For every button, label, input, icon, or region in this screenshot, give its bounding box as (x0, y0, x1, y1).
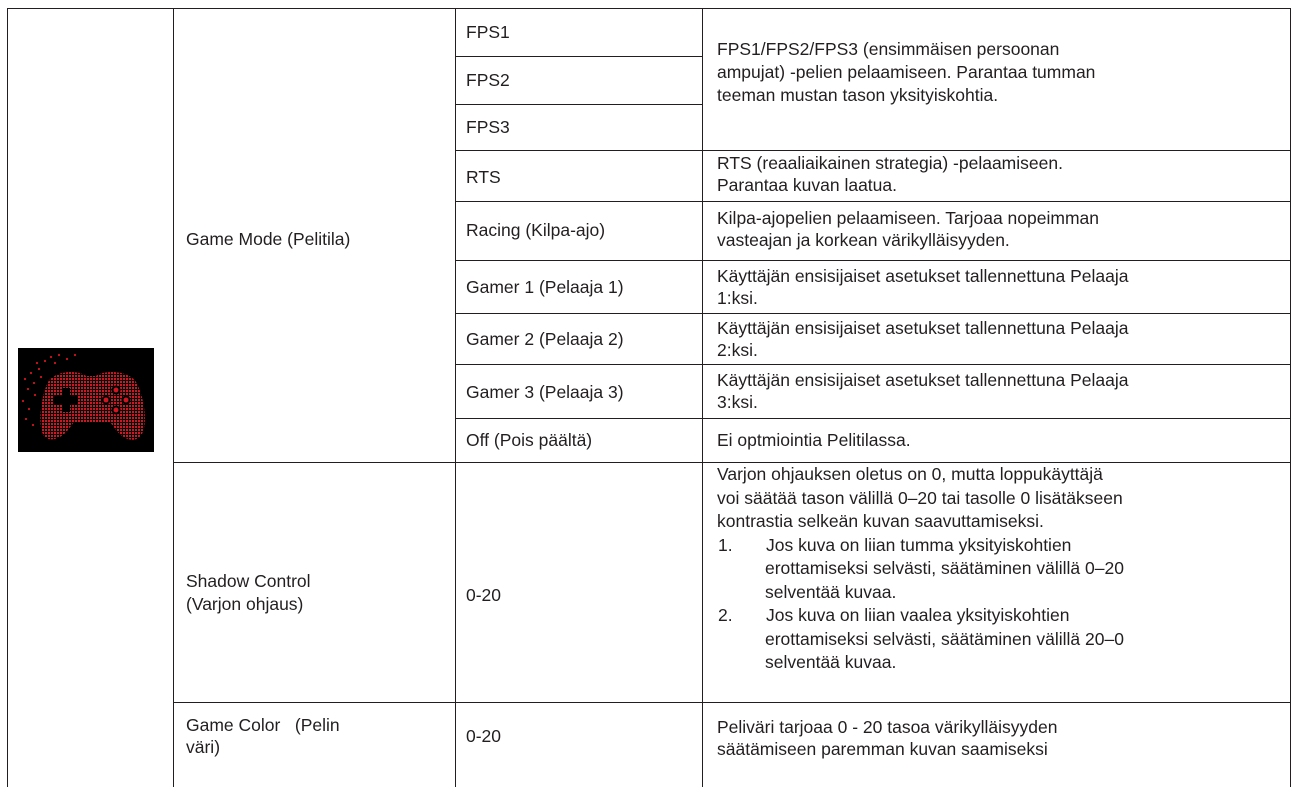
row-divider (455, 201, 1291, 202)
row-divider (455, 313, 1291, 314)
option-gamer-3: Gamer 3 (Pelaaja 3) (466, 382, 624, 402)
setting-label-game-color: Game Color (Pelin väri) (186, 715, 340, 757)
column-divider-1 (173, 8, 174, 787)
row-divider (455, 104, 702, 105)
description-gamer-1: Käyttäjän ensisijaiset asetukset tallennettuna Pelaaja 1:ksi. (717, 266, 1129, 308)
description-gamer-2: Käyttäjän ensisijaiset asetukset tallennettuna Pelaaja 2:ksi. (717, 318, 1129, 360)
table-border-left (7, 8, 8, 787)
row-divider (455, 150, 1291, 151)
shadow-control-range: 0-20 (466, 585, 502, 605)
option-off: Off (Pois päältä) (466, 430, 593, 450)
section-divider (173, 702, 1291, 703)
description-gamer-3: Käyttäjän ensisijaiset asetukset tallennettuna Pelaaja 3:ksi. (717, 370, 1129, 412)
description-shadow-control: Varjon ohjauksen oletus on 0, mutta loppukäyttäjä voi säätää tason välillä 0–20 tai tasolle 0 lisätäkseen kontrastia selkeän kuvan saavuttamiseksi. 1. Jos kuva on liian tumma yksityiskohtien erottamiseksi selvästi, säätäminen välillä 0–20 selventää kuvaa. 2. Jos kuva on liian vaalea yksityiskohtien erottamiseksi selvästi, säätäminen välillä 20–0 selventää kuvaa. (717, 464, 1124, 672)
option-racing: Racing (Kilpa-ajo) (466, 220, 606, 240)
setting-label-shadow-control: Shadow Control (Varjon ohjaus) (186, 571, 311, 614)
description-fps: FPS1/FPS2/FPS3 (ensimmäisen persoonan ampujat) -pelien pelaamiseen. Parantaa tumman teeman mustan tason yksityiskohtia. (717, 39, 1096, 105)
option-rts: RTS (466, 167, 501, 187)
row-divider (455, 260, 1291, 261)
table-border-top (7, 8, 1291, 9)
option-fps1: FPS1 (466, 22, 510, 42)
game-color-range: 0-20 (466, 726, 502, 746)
option-gamer-1: Gamer 1 (Pelaaja 1) (466, 277, 624, 297)
game-controller-icon (18, 348, 154, 452)
setting-label-game-mode: Game Mode (Pelitila) (186, 229, 351, 249)
description-racing: Kilpa-ajopelien pelaamiseen. Tarjoaa nopeimman vasteajan ja korkean värikylläisyyden. (717, 208, 1100, 250)
option-fps2: FPS2 (466, 70, 510, 90)
row-divider (455, 56, 702, 57)
option-gamer-2: Gamer 2 (Pelaaja 2) (466, 329, 624, 349)
row-divider (455, 364, 1291, 365)
option-fps3: FPS3 (466, 117, 510, 137)
row-divider (455, 418, 1291, 419)
description-game-color: Peliväri tarjoaa 0 - 20 tasoa värikylläisyyden säätämiseen paremman kuvan saamiseksi (717, 717, 1058, 759)
column-divider-2 (455, 8, 456, 787)
column-divider-3 (702, 8, 703, 787)
description-rts: RTS (reaaliaikainen strategia) -pelaamiseen. Parantaa kuvan laatua. (717, 153, 1063, 195)
description-off: Ei optmiointia Pelitilassa. (717, 430, 911, 450)
